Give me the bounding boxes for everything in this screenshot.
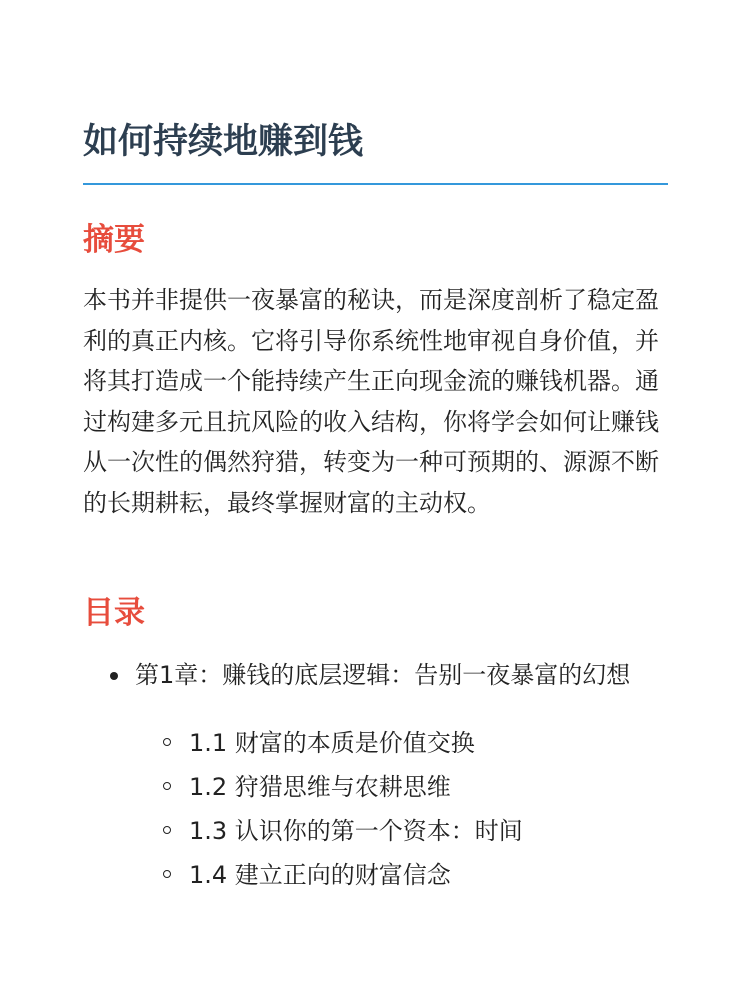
summary-heading: 摘要 [83, 222, 145, 258]
chapter-label: 第1章：赚钱的底层逻辑：告别一夜暴富的幻想 [135, 661, 631, 689]
bullet-circle-icon [163, 782, 171, 790]
toc-section-1-1[interactable] [135, 721, 673, 765]
section-label: 1.2 狩猎思维与农耕思维 [189, 773, 451, 801]
toc-section-list [135, 721, 673, 897]
bullet-disc-icon [110, 672, 118, 680]
toc-section-1-2[interactable] [135, 765, 673, 809]
summary-paragraph: 本书并非提供一夜暴富的秘诀，而是深度剖析了稳定盈利的真正内核。它将引导你系统性地审视自身价值，并将其打造成一个能持续产生正向现金流的赚钱机器。通过构建多元且抗风险的收入结构，你将学会如何让赚钱从一次性的偶然狩猎，转变为一种可预期的、源源不断的长期耕耘，最终掌握财富的主动权。 [83, 286, 659, 517]
title-divider [83, 183, 668, 185]
toc-list [83, 657, 673, 897]
toc-section-1-4[interactable] [135, 853, 673, 897]
bullet-circle-icon [163, 870, 171, 878]
toc-section-1-3[interactable] [135, 809, 673, 853]
toc-heading: 目录 [83, 595, 145, 631]
section-label: 1.1 财富的本质是价值交换 [189, 729, 475, 757]
toc-chapter-1[interactable] [83, 657, 673, 897]
bullet-circle-icon [163, 826, 171, 834]
bullet-circle-icon [163, 738, 171, 746]
section-label: 1.4 建立正向的财富信念 [189, 861, 451, 889]
section-label: 1.3 认识你的第一个资本：时间 [189, 817, 523, 845]
page-title: 如何持续地赚到钱 [83, 122, 364, 162]
